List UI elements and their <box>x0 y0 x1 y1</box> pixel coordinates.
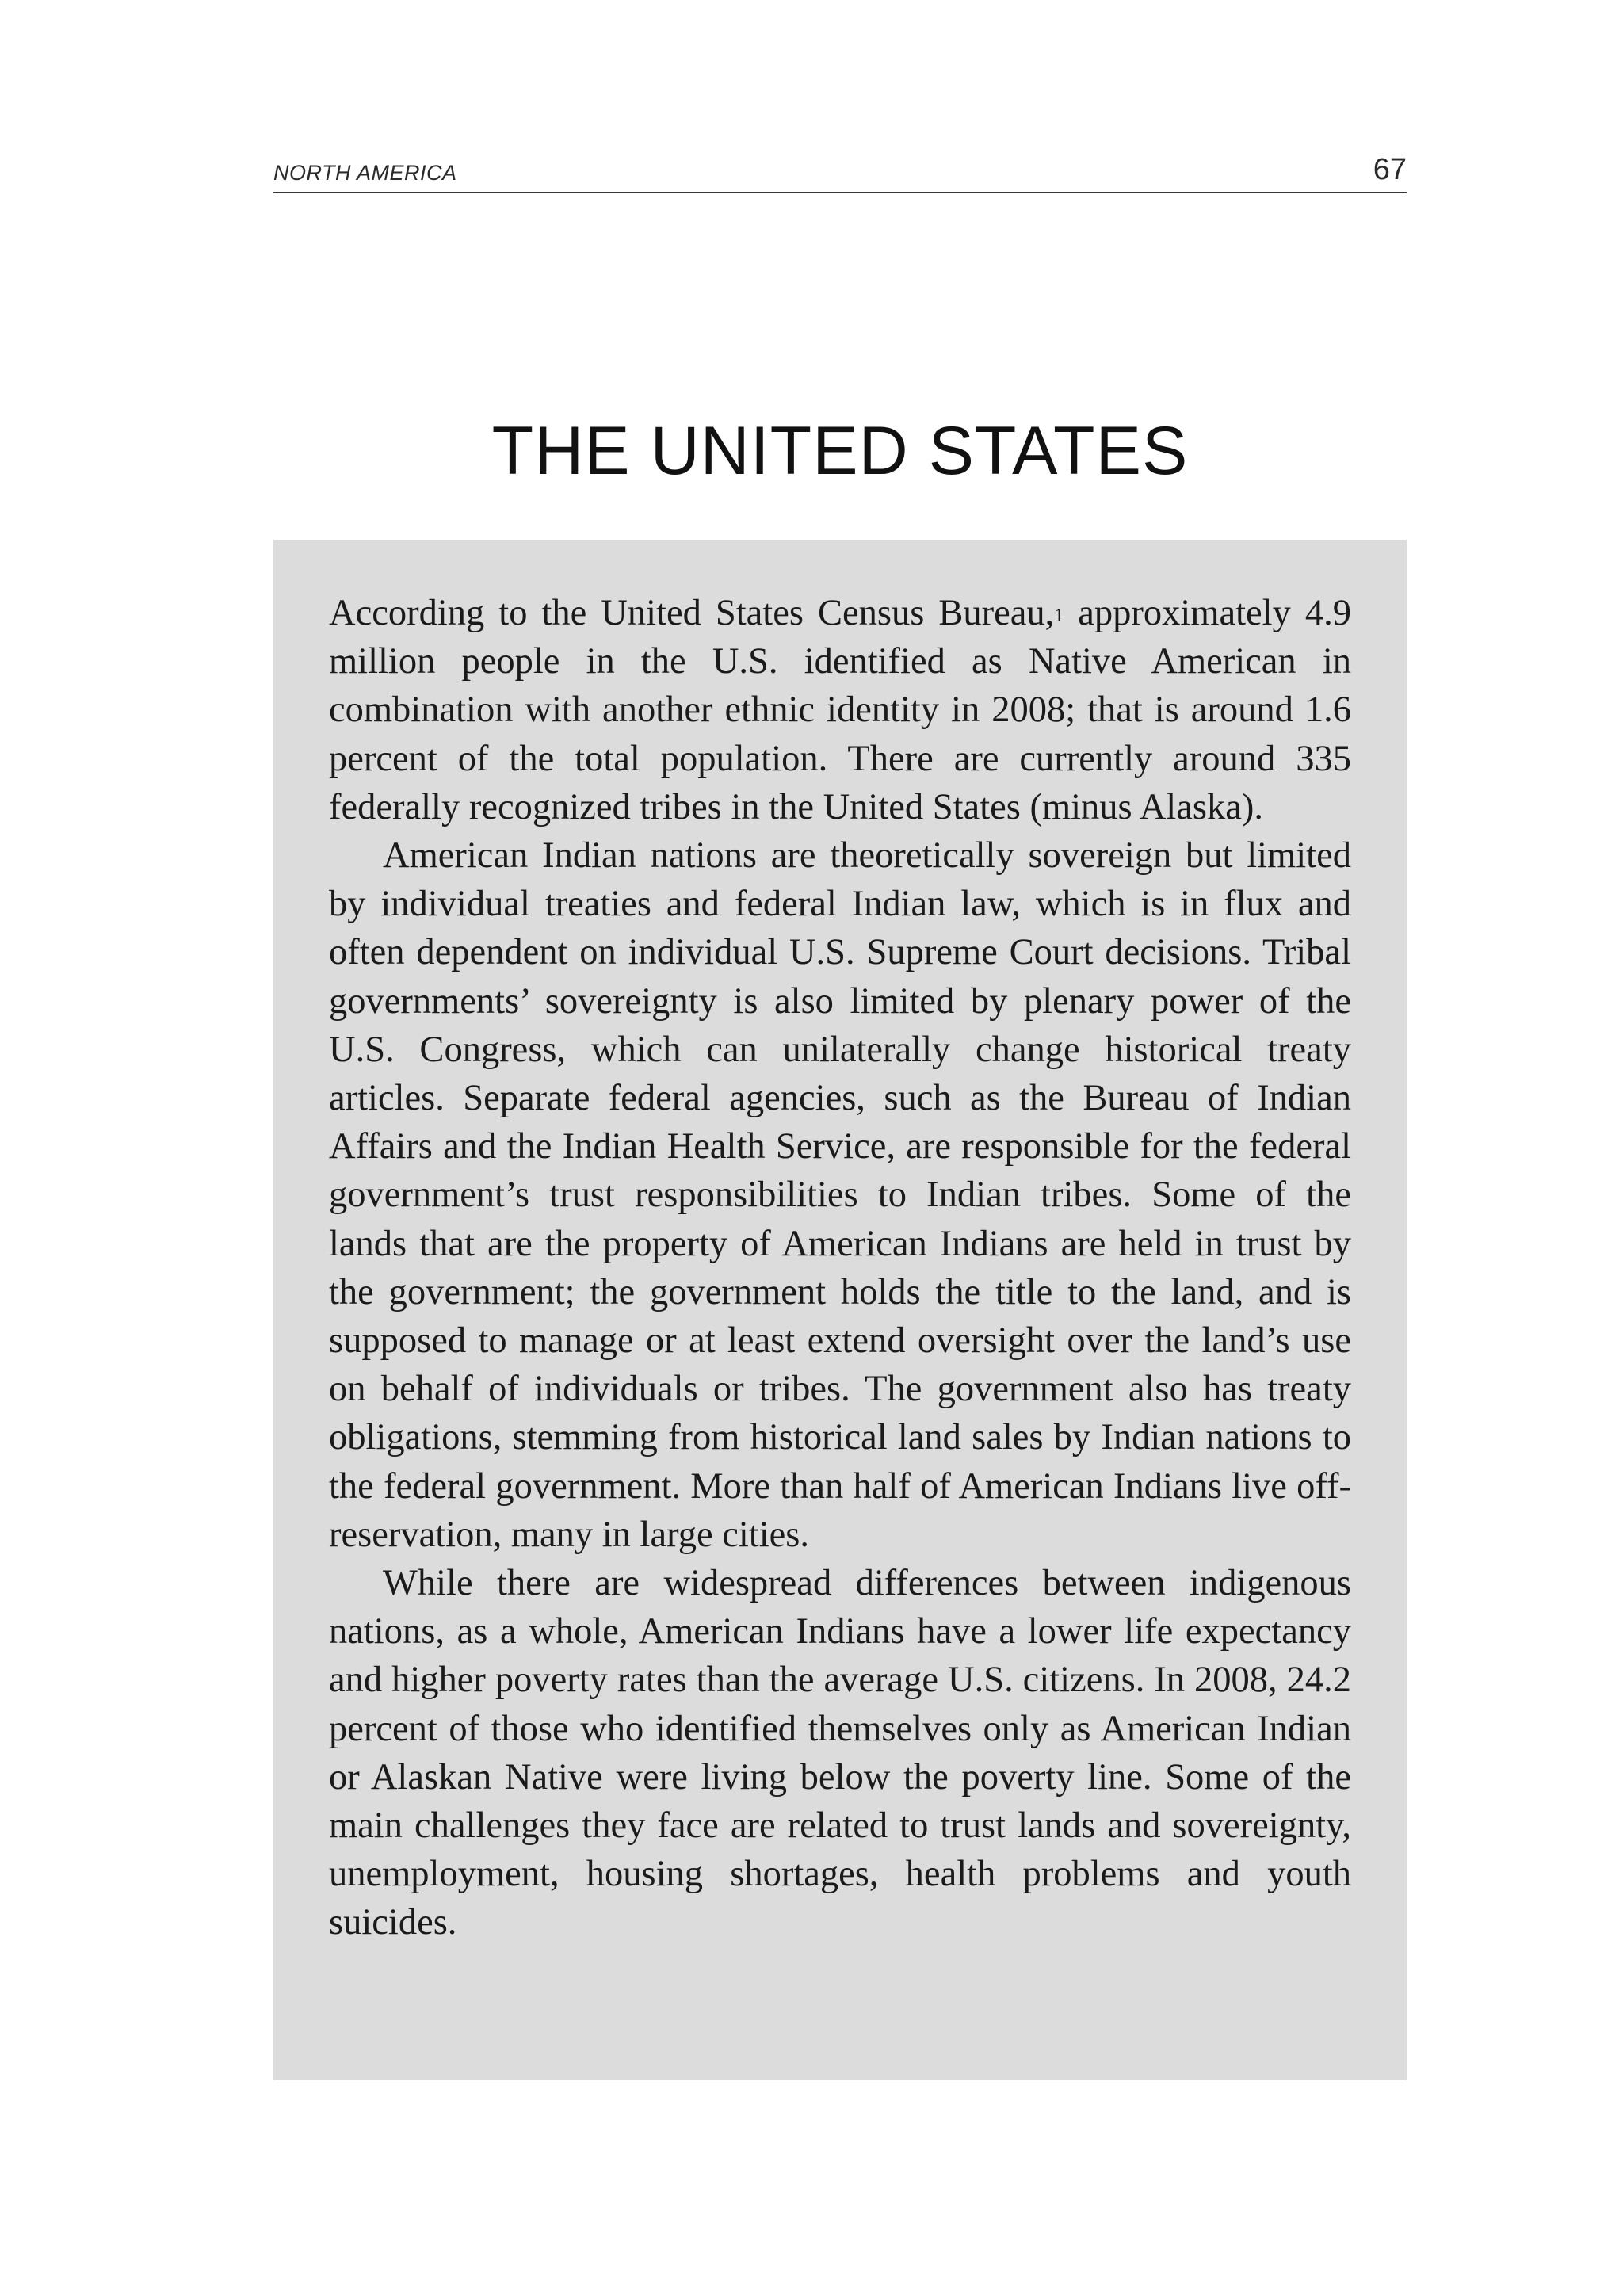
page-number: 67 <box>1373 153 1407 186</box>
footnote-marker[interactable]: 1 <box>1054 606 1064 626</box>
paragraph-2: American Indian nations are theoretically sovereign but limited by individual treaties and federal Indian law, which is in flux and often dependent on individual U.S. Supreme Court decisions. Tribal governments’ sovereignty is also limited by plenary power of the U.S. Congress, which can unilaterally change historical treaty articles. Separate federal agencies, such as the Bureau of Indian Affairs and the Indian Health Service, are responsible for the federal government’s trust responsibilities to Indian tribes. Some of the lands that are the property of American Indians are held in trust by the government; the government holds the title to the land, and is supposed to manage or at least extend oversight over the land’s use on behalf of individuals or tribes. The government also has treaty obligations, stemming from historical land sales by Indian nations to the federal government. More than half of American Indians live off-reservation, many in large cities. <box>329 835 1351 1555</box>
section-label: NORTH AMERICA <box>273 161 457 185</box>
shaded-text-box <box>273 540 1407 2080</box>
running-header <box>273 152 1407 193</box>
paragraph-3: While there are widespread differences between indigenous nations, as a whole, American Indians have a lower life expectancy and higher poverty rates than the average U.S. citizens. In 2008, 24.2 percent of those who identified themselves only as American Indian or Alaskan Native were living below the poverty line. Some of the main challenges they face are related to trust lands and sovereignty, unemployment, housing shortages, health problems and youth suicides. <box>329 1563 1351 1943</box>
paragraph-1-start: According to the United States Census Bureau, <box>329 593 1055 633</box>
chapter-title: THE UNITED STATES <box>491 413 1189 489</box>
paragraph-1 <box>329 589 1351 831</box>
paragraph-1-rest: approximately 4.9 million people in the U.S. identified as Native American in combination with another ethnic identity in 2008; that is around 1.6 percent of the total population. There are currently around 335 federally recognized tribes in the United States (minus Alaska). <box>329 593 1351 827</box>
